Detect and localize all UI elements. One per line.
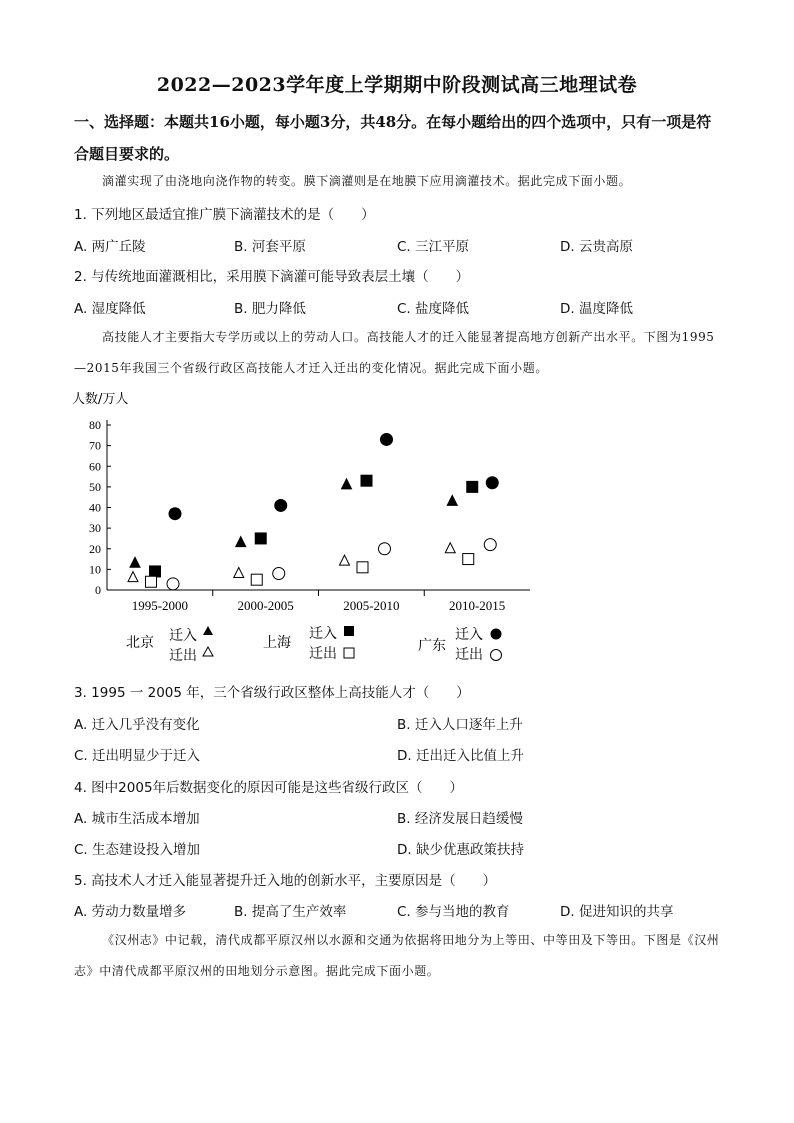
point-circle-open bbox=[167, 578, 179, 590]
point-square-filled bbox=[255, 533, 266, 544]
x-tick-label: 2010-2015 bbox=[448, 598, 506, 613]
question-1-option-a[interactable]: A. 两广丘陵 bbox=[74, 239, 146, 255]
legend-shanghai-in-label: 迁入 bbox=[309, 627, 337, 642]
legend-guangdong-in-marker bbox=[491, 629, 502, 640]
point-circle-filled bbox=[169, 508, 181, 520]
question-4-option-c[interactable]: C. 生态建设投入增加 bbox=[74, 842, 201, 858]
legend-guangdong-out-label: 迁出 bbox=[455, 648, 483, 663]
point-triangle-filled bbox=[342, 479, 352, 489]
point-square-filled bbox=[150, 566, 161, 577]
point-triangle-open bbox=[445, 543, 455, 553]
question-4-stem: 4. 图中2005年后数据变化的原因可能是这些省级行政区（ ） bbox=[74, 780, 464, 796]
y-tick-label: 0 bbox=[95, 583, 101, 597]
point-triangle-open bbox=[128, 572, 138, 582]
question-2-option-b[interactable]: B. 肥力降低 bbox=[234, 301, 306, 317]
question-1-option-b[interactable]: B. 河套平原 bbox=[234, 239, 306, 255]
legend-region-guangdong: 广东 bbox=[418, 639, 446, 654]
point-square-open bbox=[251, 574, 262, 585]
legend-shanghai-out-label: 迁出 bbox=[309, 647, 337, 662]
legend-guangdong-in-label: 迁入 bbox=[455, 628, 483, 643]
point-circle-filled bbox=[486, 477, 498, 489]
y-axis-label: 人数/万人 bbox=[72, 392, 129, 407]
legend-region-beijing: 北京 bbox=[126, 636, 154, 651]
legend-beijing-out-marker bbox=[203, 647, 213, 656]
question-2-option-d[interactable]: D. 温度降低 bbox=[560, 301, 633, 317]
question-5-option-c[interactable]: C. 参与当地的教育 bbox=[397, 904, 510, 920]
question-4-option-a[interactable]: A. 城市生活成本增加 bbox=[74, 811, 200, 827]
legend-shanghai-out-marker bbox=[344, 648, 354, 658]
point-square-filled bbox=[361, 475, 372, 486]
point-circle-open bbox=[379, 543, 391, 555]
exam-title: 2022—2023学年度上学期期中阶段测试高三地理试卷 bbox=[156, 74, 638, 96]
point-circle-filled bbox=[275, 499, 287, 511]
question-2-stem: 2. 与传统地面灌溉相比，采用膜下滴灌可能导致表层土壤（ ） bbox=[74, 269, 470, 285]
question-2-option-a[interactable]: A. 湿度降低 bbox=[74, 301, 146, 317]
point-triangle-open bbox=[340, 555, 350, 565]
question-1-stem: 1. 下列地区最适宜推广膜下滴灌技术的是（ ） bbox=[74, 207, 375, 223]
y-tick-label: 70 bbox=[89, 438, 101, 453]
question-2-option-c[interactable]: C. 盐度降低 bbox=[397, 301, 470, 317]
point-square-open bbox=[463, 554, 474, 565]
legend-region-shanghai: 上海 bbox=[263, 636, 291, 651]
question-3-option-d[interactable]: D. 迁出迁入比值上升 bbox=[397, 748, 524, 764]
question-3-option-b[interactable]: B. 迁入人口逐年上升 bbox=[397, 717, 523, 733]
question-5-option-a[interactable]: A. 劳动力数量增多 bbox=[74, 904, 187, 920]
legend-beijing-in-marker bbox=[203, 626, 213, 635]
y-tick-label: 10 bbox=[89, 562, 101, 577]
talent-migration-chart bbox=[60, 385, 550, 675]
section-heading: 一、选择题：本题共16小题，每小题3分，共48分。在每小题给出的四个选项中，只有一项是符合题目要求的。 bbox=[74, 113, 712, 163]
y-tick-label: 20 bbox=[89, 541, 101, 556]
point-circle-open bbox=[273, 568, 285, 580]
chart-legend bbox=[126, 626, 502, 664]
point-circle-filled bbox=[381, 433, 393, 445]
x-tick-label: 1995-2000 bbox=[131, 598, 189, 613]
question-1-option-c[interactable]: C. 三江平原 bbox=[397, 239, 470, 255]
legend-guangdong-out-marker bbox=[491, 650, 502, 661]
point-square-open bbox=[357, 562, 368, 573]
question-5-option-d[interactable]: D. 促进知识的共享 bbox=[560, 904, 674, 920]
y-tick-label: 80 bbox=[89, 418, 101, 432]
question-3-option-c[interactable]: C. 迁出明显少于迁入 bbox=[74, 748, 201, 764]
legend-beijing-out-label: 迁出 bbox=[169, 649, 197, 664]
question-5-option-b[interactable]: B. 提高了生产效率 bbox=[234, 904, 347, 920]
intro-talent-migration: 高技能人才主要指大专学历或以上的劳动人口。高技能人才的迁入能显著提高地方创新产出水平。下图为1995—2015年我国三个省级行政区高技能人才迁入迁出的变化情况。据此完成下面小题。 bbox=[74, 330, 715, 375]
legend-shanghai-in-marker bbox=[344, 626, 354, 636]
x-tick-label: 2005-2010 bbox=[343, 598, 400, 613]
point-circle-open bbox=[484, 539, 496, 551]
question-3-stem: 3. 1995 一 2005 年，三个省级行政区整体上高技能人才（ ） bbox=[74, 685, 470, 701]
y-tick-label: 40 bbox=[89, 500, 101, 515]
x-tick-label: 2000-2005 bbox=[237, 598, 294, 613]
question-5-stem: 5. 高技术人才迁入能显著提升迁入地的创新水平，主要原因是（ ） bbox=[74, 873, 497, 889]
point-triangle-open bbox=[234, 568, 244, 578]
intro-drip-irrigation: 滴灌实现了由浇地向浇作物的转变。膜下滴灌则是在地膜下应用滴灌技术。据此完成下面小题。 bbox=[102, 174, 632, 188]
question-3-option-a[interactable]: A. 迁入几乎没有变化 bbox=[74, 717, 200, 733]
point-triangle-filled bbox=[130, 557, 140, 567]
intro-hanzhou-farmland: 《汉州志》中记载，清代成都平原汉州以水源和交通为依据将田地分为上等田、中等田及下等田。下图是《汉州志》中清代成都平原汉州的田地划分示意图。据此完成下面小题。 bbox=[74, 933, 720, 978]
y-tick-label: 50 bbox=[89, 479, 101, 494]
y-tick-label: 30 bbox=[89, 521, 101, 536]
question-4-option-b[interactable]: B. 经济发展日趋缓慢 bbox=[397, 811, 523, 827]
point-triangle-filled bbox=[447, 495, 457, 505]
legend-beijing-in-label: 迁入 bbox=[169, 629, 197, 644]
point-square-filled bbox=[467, 481, 478, 492]
question-1-option-d[interactable]: D. 云贵高原 bbox=[560, 239, 633, 255]
question-4-option-d[interactable]: D. 缺少优惠政策扶持 bbox=[397, 842, 524, 858]
y-tick-label: 60 bbox=[89, 459, 101, 474]
point-triangle-filled bbox=[236, 537, 246, 547]
point-square-open bbox=[146, 576, 157, 587]
